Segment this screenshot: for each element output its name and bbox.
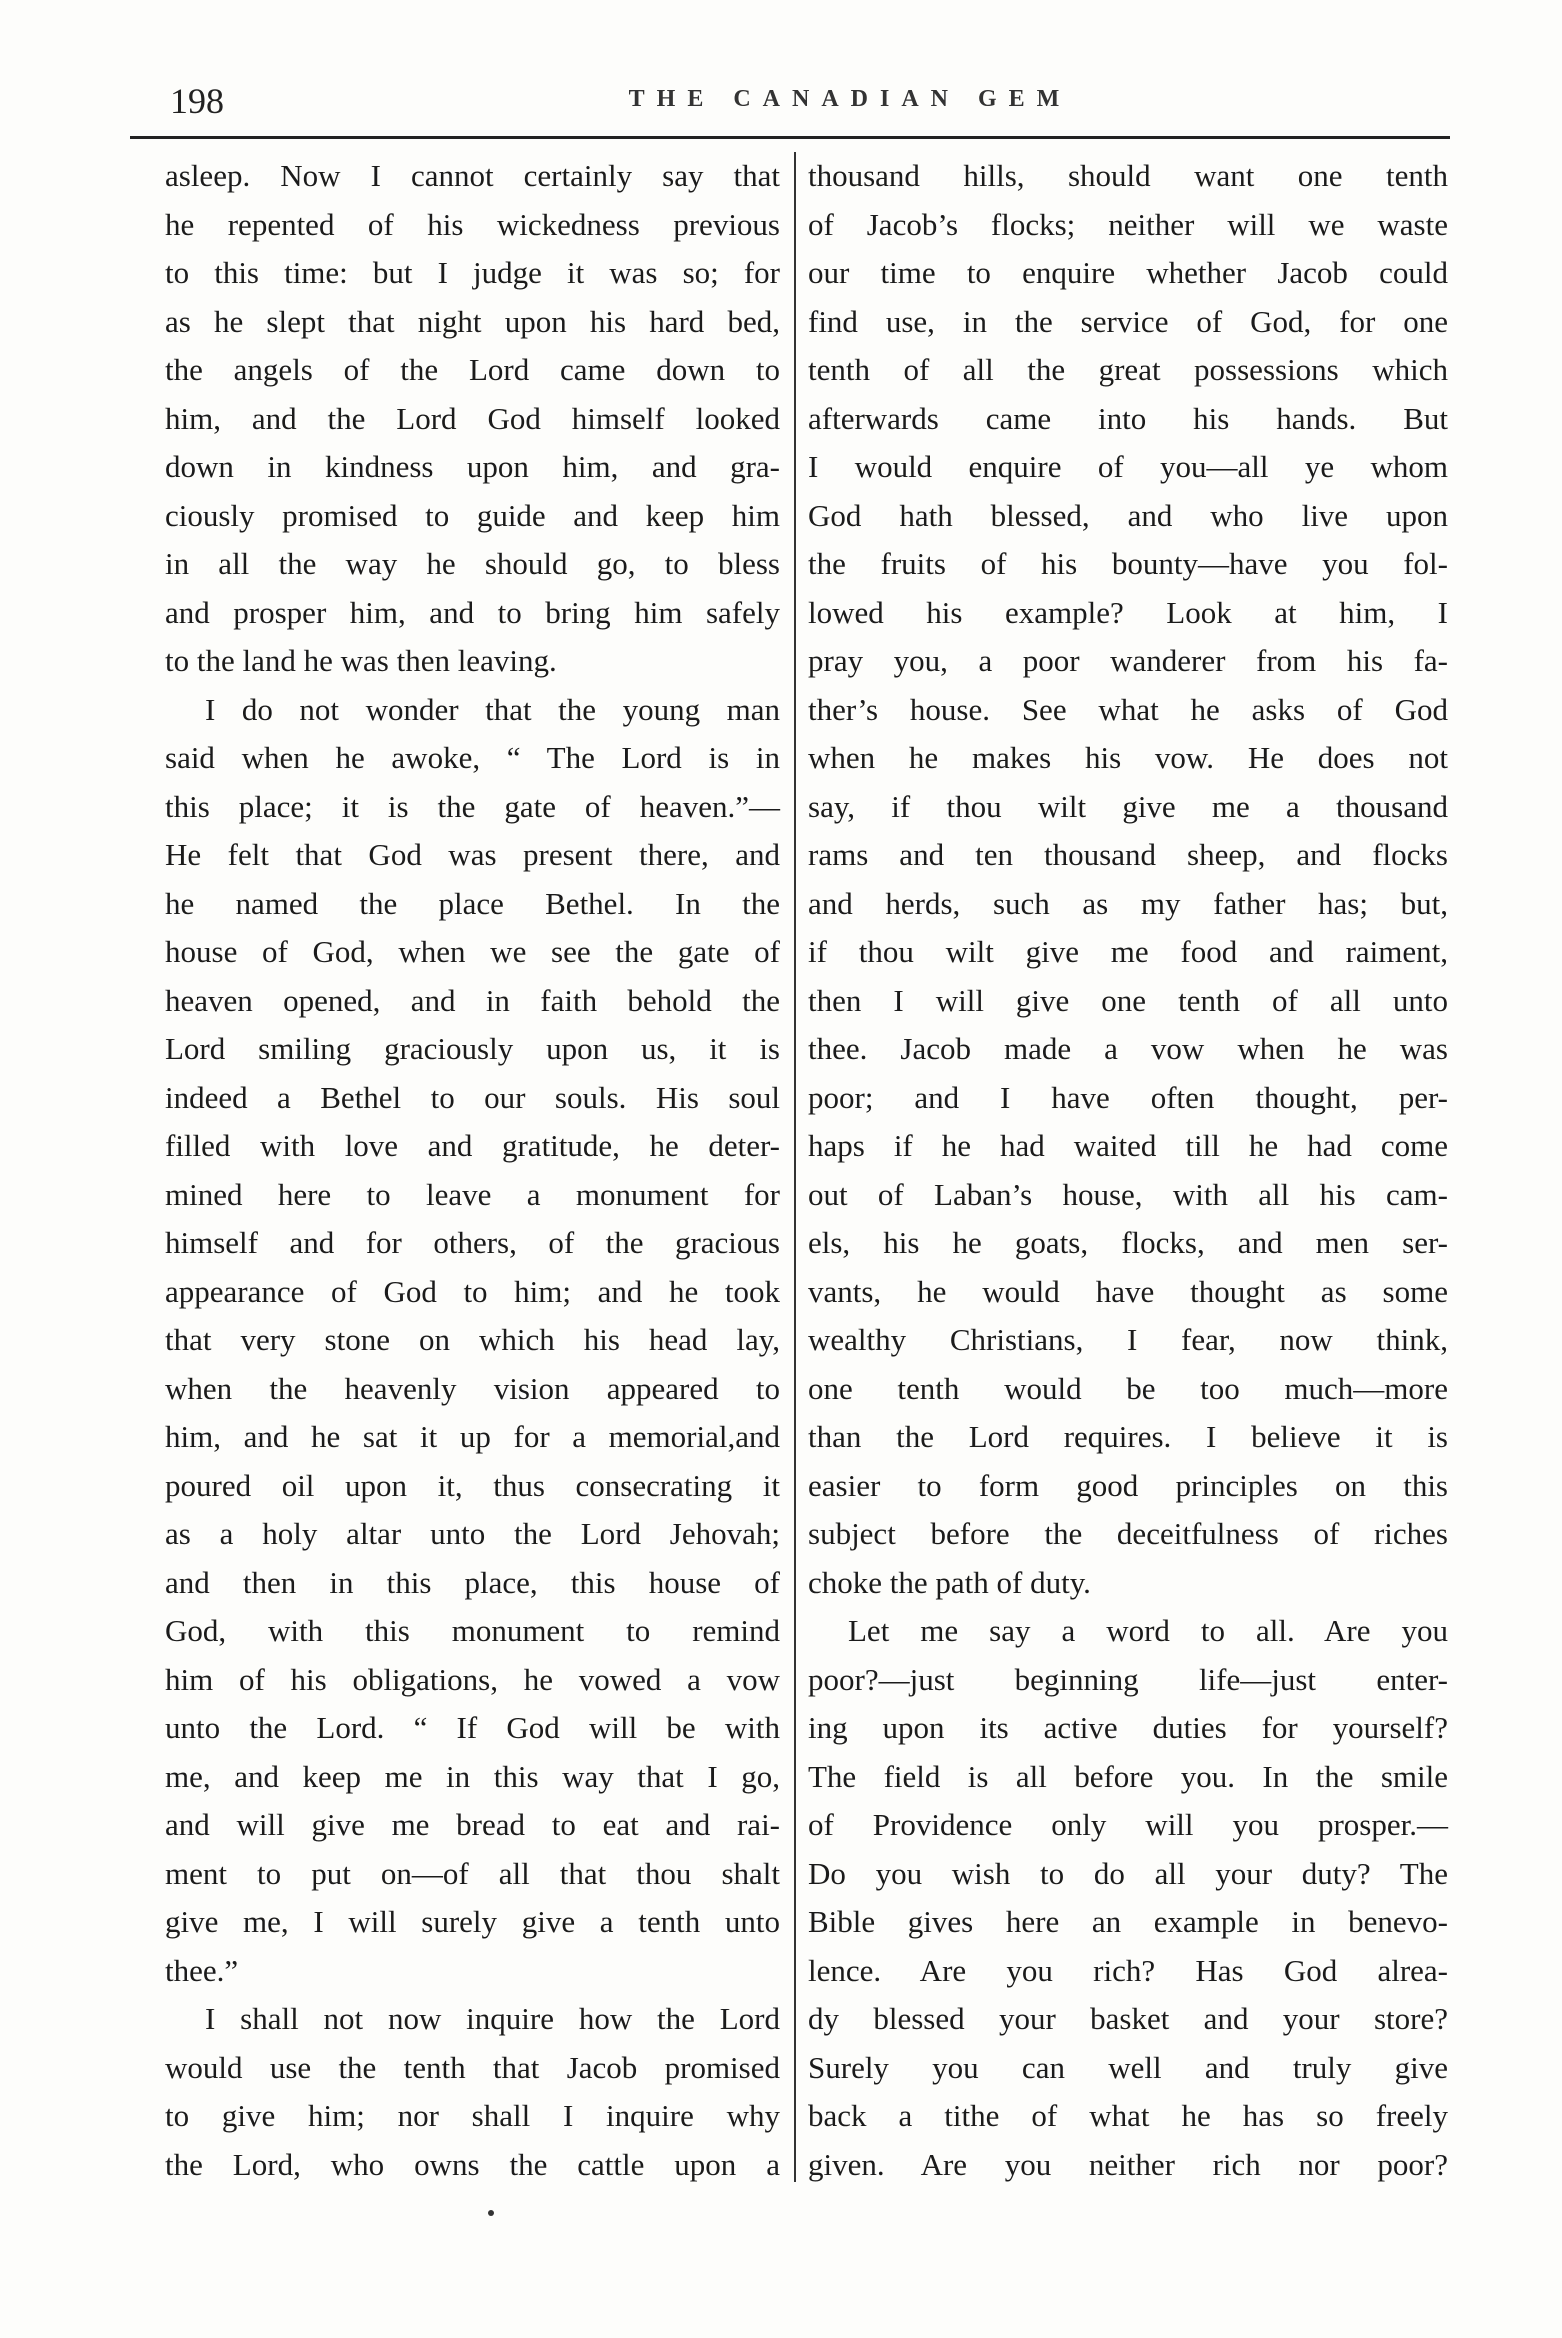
text-line: Bible gives here an example in benevo-: [808, 1904, 1448, 1939]
text-line: thee.”: [165, 1952, 239, 1988]
text-line: the Lord, who owns the cattle upon a: [165, 2146, 780, 2182]
text-line: as a holy altar unto the Lord Jehovah;: [165, 1516, 780, 1551]
text-line: afterwards came into his hands. But: [808, 400, 1448, 436]
text-line: els, his he goats, flocks, and men ser-: [808, 1225, 1448, 1260]
text-line: than the Lord requires. I believe it is: [808, 1419, 1448, 1454]
text-line: the angels of the Lord came down to: [165, 352, 780, 387]
text-line: in all the way he should go, to bless: [165, 546, 780, 581]
text-line: He felt that God was present there, and: [165, 837, 780, 872]
text-line: unto the Lord. “ If God will be with: [165, 1710, 780, 1745]
text-line: when the heavenly vision appeared to: [165, 1370, 780, 1406]
left-column: [165, 152, 780, 2192]
text-line: and then in this place, this house of: [165, 1564, 780, 1600]
text-line: dy blessed your basket and your store?: [808, 2001, 1448, 2036]
text-line: that very stone on which his head lay,: [165, 1322, 780, 1357]
text-line: ther’s house. See what he asks of God: [808, 691, 1448, 727]
text-line: when he makes his vow. He does not: [808, 740, 1448, 775]
text-line: rams and ten thousand sheep, and flocks: [808, 837, 1448, 872]
text-line: himself and for others, of the gracious: [165, 1225, 780, 1260]
text-line: poured oil upon it, thus consecrating it: [165, 1467, 780, 1503]
text-line: say, if thou wilt give me a thousand: [808, 788, 1448, 824]
text-line: heaven opened, and in faith behold the: [165, 982, 780, 1018]
text-line: haps if he had waited till he had come: [808, 1128, 1448, 1163]
text-line: of Jacob’s flocks; neither will we waste: [808, 206, 1448, 242]
text-line: ciously promised to guide and keep him: [165, 497, 780, 533]
text-line: wealthy Christians, I fear, now think,: [808, 1322, 1448, 1357]
text-line: poor?—just beginning life—just enter-: [808, 1661, 1448, 1697]
running-title: THE CANADIAN GEM: [628, 86, 1072, 112]
text-line: give me, I will surely give a tenth unto: [165, 1904, 780, 1939]
text-line: Let me say a word to all. Are you: [848, 1613, 1448, 1648]
text-line: out of Laban’s house, with all his cam-: [808, 1176, 1448, 1212]
text-line: our time to enquire whether Jacob could: [808, 255, 1448, 290]
right-column: [808, 152, 1448, 2192]
text-line: tenth of all the great possessions which: [808, 352, 1448, 387]
text-line: God, with this monument to remind: [165, 1613, 780, 1648]
text-line: poor; and I have often thought, per-: [808, 1079, 1448, 1115]
text-line: me, and keep me in this way that I go,: [165, 1758, 780, 1794]
text-line: would use the tenth that Jacob promised: [165, 2049, 780, 2085]
text-line: pray you, a poor wanderer from his fa-: [808, 643, 1448, 678]
text-line: and prosper him, and to bring him safely: [165, 594, 780, 630]
text-line: house of God, when we see the gate of: [165, 934, 780, 969]
text-line: easier to form good principles on this: [808, 1467, 1448, 1503]
header-rule: [130, 136, 1450, 139]
text-line: lowed his example? Look at him, I: [808, 594, 1448, 630]
text-line: I shall not now inquire how the Lord: [205, 2001, 780, 2036]
text-line: I do not wonder that the young man: [205, 691, 780, 727]
text-line: find use, in the service of God, for one: [808, 303, 1448, 339]
text-line: if thou wilt give me food and raiment,: [808, 934, 1448, 969]
text-line: one tenth would be too much—more: [808, 1370, 1448, 1406]
text-line: Do you wish to do all your duty? The: [808, 1855, 1448, 1891]
text-line: Surely you can well and truly give: [808, 2049, 1448, 2085]
text-line: to give him; nor shall I inquire why: [165, 2098, 780, 2133]
text-line: him, and he sat it up for a memorial,and: [165, 1419, 780, 1454]
text-line: lence. Are you rich? Has God alrea-: [808, 1952, 1448, 1988]
text-line: he named the place Bethel. In the: [165, 885, 780, 921]
text-line: of Providence only will you prosper.—: [808, 1807, 1448, 1842]
text-line: to the land he was then leaving.: [165, 643, 557, 678]
page-number: 198: [170, 81, 224, 121]
text-line: him, and the Lord God himself looked: [165, 400, 780, 436]
text-line: thousand hills, should want one tenth: [808, 158, 1448, 193]
text-line: thee. Jacob made a vow when he was: [808, 1031, 1448, 1066]
text-line: given. Are you neither rich nor poor?: [808, 2146, 1448, 2182]
text-line: Lord smiling graciously upon us, it is: [165, 1031, 780, 1066]
text-line: the fruits of his bounty—have you fol-: [808, 546, 1448, 581]
text-line: asleep. Now I cannot certainly say that: [165, 158, 780, 193]
text-line: choke the path of duty.: [808, 1564, 1091, 1600]
text-line: him of his obligations, he vowed a vow: [165, 1661, 780, 1697]
text-line: mined here to leave a monument for: [165, 1176, 780, 1212]
text-line: vants, he would have thought as some: [808, 1273, 1448, 1309]
text-line: God hath blessed, and who live upon: [808, 497, 1448, 533]
text-line: this place; it is the gate of heaven.”—: [165, 788, 780, 824]
text-line: down in kindness upon him, and gra-: [165, 449, 780, 484]
text-line: subject before the deceitfulness of riches: [808, 1516, 1448, 1551]
text-line: filled with love and gratitude, he deter-: [165, 1128, 780, 1163]
text-line: and will give me bread to eat and rai-: [165, 1807, 780, 1842]
text-line: I would enquire of you—all ye whom: [808, 449, 1448, 484]
text-line: back a tithe of what he has so freely: [808, 2098, 1448, 2133]
text-line: The field is all before you. In the smile: [808, 1758, 1448, 1794]
text-line: said when he awoke, “ The Lord is in: [165, 740, 780, 775]
text-line: he repented of his wickedness previous: [165, 206, 780, 242]
footer-dot: [488, 2210, 494, 2216]
text-line: then I will give one tenth of all unto: [808, 982, 1448, 1018]
text-line: to this time: but I judge it was so; for: [165, 255, 780, 290]
text-line: as he slept that night upon his hard bed,: [165, 303, 780, 339]
text-line: ing upon its active duties for yourself?: [808, 1710, 1448, 1745]
text-line: ment to put on—of all that thou shalt: [165, 1855, 780, 1891]
column-divider: [794, 152, 796, 2182]
text-line: appearance of God to him; and he took: [165, 1273, 780, 1309]
text-line: indeed a Bethel to our souls. His soul: [165, 1079, 780, 1115]
text-line: and herds, such as my father has; but,: [808, 885, 1448, 921]
page-header: [170, 80, 1460, 130]
